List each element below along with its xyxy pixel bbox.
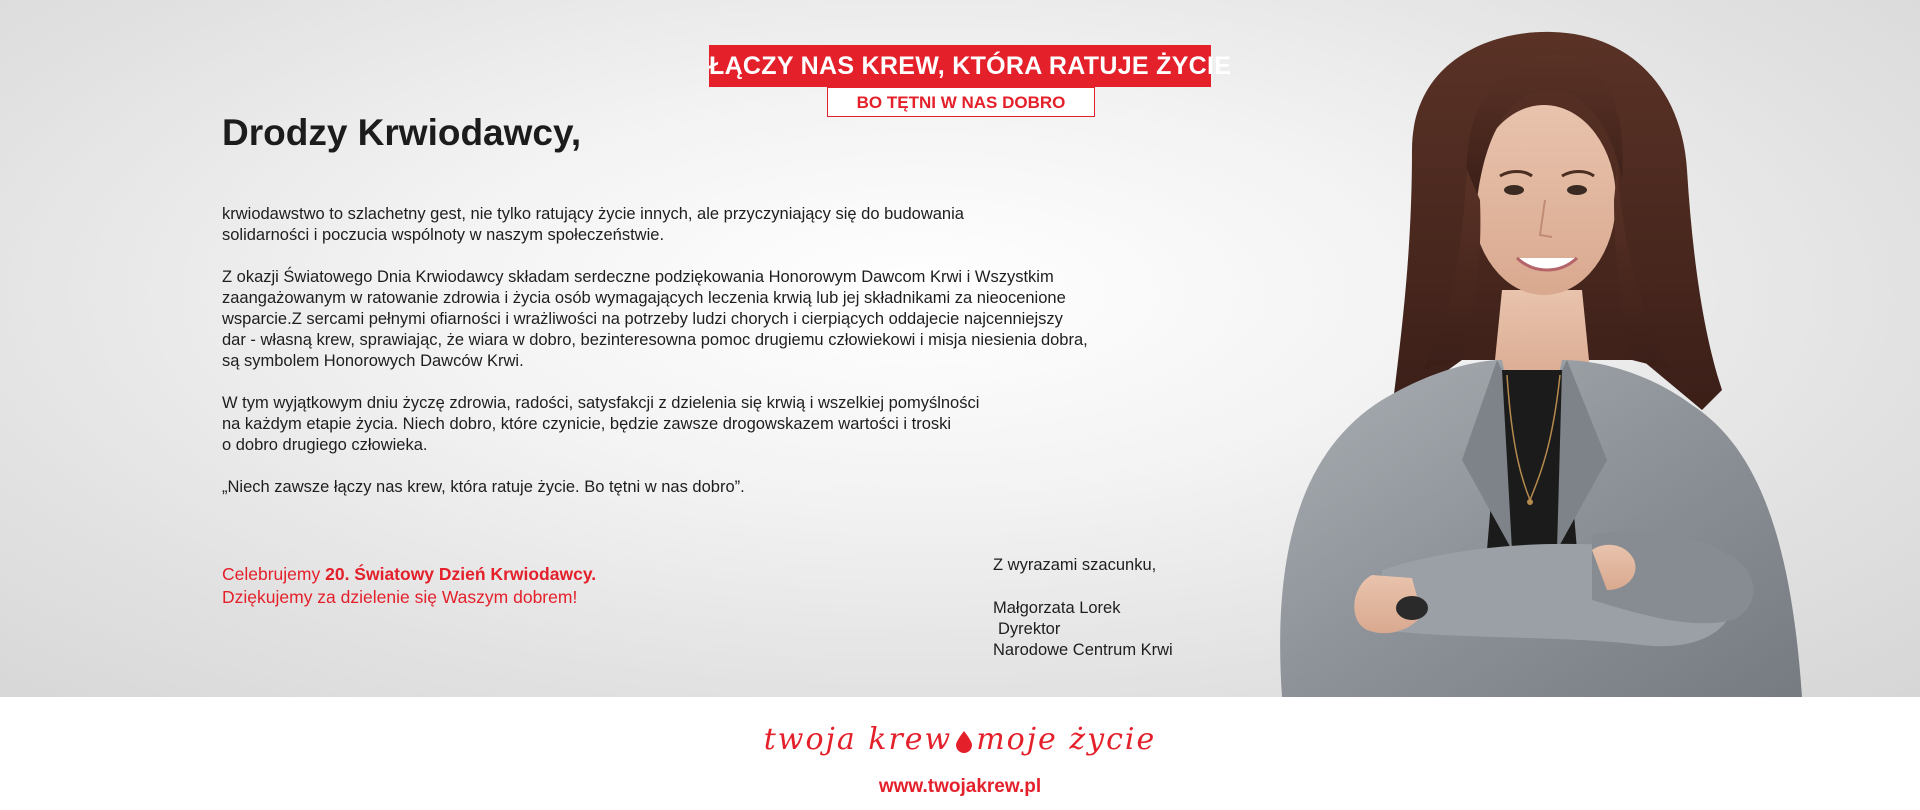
footer-logo-right: moje życie: [976, 722, 1157, 757]
letter-paragraph: krwiodawstwo to szlachetny gest, nie tylko ratujący życie innych, ale przyczyniający się do budowania solidarności i poczucia wspólnoty w naszym społeczeństwie.: [222, 205, 964, 244]
blood-drop-icon: [956, 731, 972, 753]
footer-logo: [0, 722, 1920, 757]
celebration-highlight: 20. Światowy Dzień Krwiodawcy.: [325, 564, 597, 584]
letter-body: [222, 204, 1262, 519]
signature-closing: Z wyrazami szacunku,: [993, 556, 1157, 574]
signature-name: Małgorzata Lorek: [993, 599, 1121, 617]
celebration-message: [222, 563, 596, 609]
footer-logo-left: twoja krew: [763, 722, 953, 757]
letter-quote: „Niech zawsze łączy nas krew, która ratuje życie. Bo tętni w nas dobro”.: [222, 478, 745, 496]
celebration-line-2: Dziękujemy za dzielenie się Waszym dobrem!: [222, 587, 578, 607]
letter-paragraph: Z okazji Światowego Dnia Krwiodawcy składam serdeczne podziękowania Honorowym Dawcom Krwi i Wszystkim zaangażowanym w ratowanie zdrowia i życia osób wymagających leczenia krwią lub jej składnikami za nieocenione wsparcie.Z sercami pełnymi ofiarności i wrażliwości na potrzeby ludzi chorych i cierpiących oddajecie najcenniejszy dar - własną krew, sprawiając, że wiara w dobro, bezinteresowna pomoc drugiemu człowiekowi i misja niesienia dobra, są symbolem Honorowych Dawców Krwi.: [222, 268, 1088, 370]
letter-greeting: Drodzy Krwiodawcy,: [222, 112, 582, 153]
celebration-line-1: [222, 563, 596, 586]
celebration-prefix: Celebrujemy: [222, 564, 326, 584]
portrait-photo: [1262, 30, 1802, 697]
slogan-sub: BO TĘTNI W NAS DOBRO: [827, 87, 1095, 117]
slogan-main: ŁĄCZY NAS KREW, KTÓRA RATUJE ŻYCIE: [709, 45, 1211, 87]
footer-url-link[interactable]: www.twojakrew.pl: [878, 776, 1042, 797]
signature-title: Dyrektor: [998, 620, 1061, 638]
signature-organization: Narodowe Centrum Krwi: [993, 641, 1173, 659]
signature-block: [993, 555, 1173, 661]
letter-paragraph: W tym wyjątkowym dniu życzę zdrowia, radości, satysfakcji z dzielenia się krwią i wszelkiej pomyślności na każdym etapie życia. Niech dobro, które czynicie, będzie zawsze drogowskazem wartości i troski o dobro drugiego człowieka.: [222, 394, 980, 454]
